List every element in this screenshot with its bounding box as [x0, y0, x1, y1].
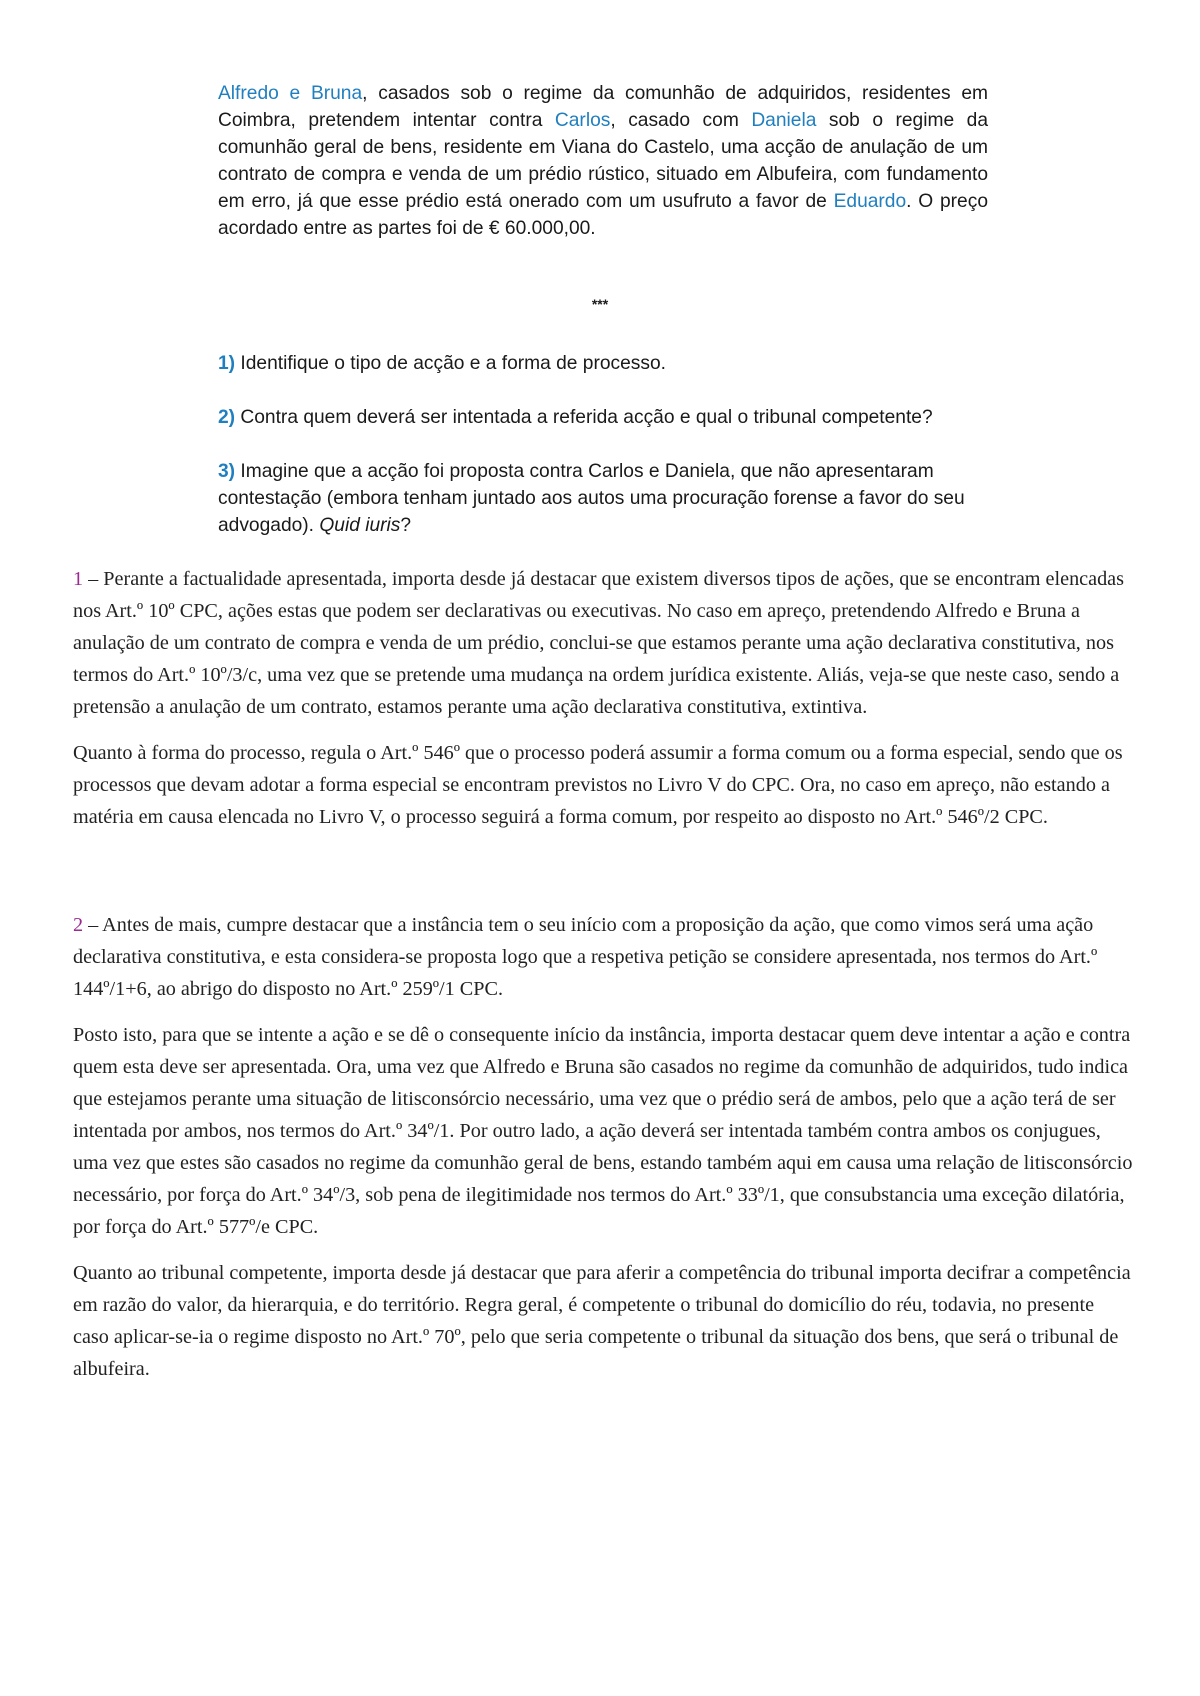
name-eduardo: Eduardo — [833, 191, 907, 212]
question-number: 2) — [218, 407, 236, 428]
question-text: Identifique o tipo de acção e a forma de processo. — [235, 353, 666, 374]
question-text: Contra quem deverá ser intentada a referida acção e qual o tribunal competente? — [235, 407, 933, 428]
name-alfredo-bruna: Alfredo e Bruna — [218, 83, 363, 104]
case-text-1: , casados sob o regime da comunhão de adquiridos, residentes em Coimbra, pretendem intentar contra — [218, 83, 988, 131]
answer-2-paragraph-1 — [73, 909, 1133, 1005]
case-text-4: . O preço acordado entre as partes foi de € 60.000,00. — [218, 191, 988, 239]
questions-list — [218, 350, 988, 566]
answers-body — [73, 563, 1133, 1399]
name-daniela: Daniela — [751, 110, 817, 131]
answer-text: – Antes de mais, cumpre destacar que a instância tem o seu início com a proposição da ação, que como vimos será uma ação declarativa constitutiva, e esta considera-se proposta logo que a respetiva petição se considere apresentada, nos termos do Art.º 144º/1+6, ao abrigo do disposto no Art.º 259º/1 CPC. — [73, 914, 1098, 1000]
answer-number: 1 — [73, 568, 84, 590]
blank-line — [73, 847, 1133, 909]
answer-text: – Perante a factualidade apresentada, importa desde já destacar que existem diversos tipos de ações, que se encontram elencadas nos Art.º 10º CPC, ações estas que podem ser declarativas ou executivas. No caso em apreço, pretendendo Alfredo e Bruna a anulação de um contrato de compra e venda de um prédio, conclui-se que estamos perante uma ação declarativa constitutiva, nos termos do Art.º 10º/3/c, uma vez que se pretende uma mudança na ordem jurídica existente. Aliás, veja-se que neste caso, sendo a pretensão a anulação de um contrato, estamos perante uma ação declarativa constitutiva, extintiva. — [73, 568, 1124, 718]
answer-1-paragraph-2: Quanto à forma do processo, regula o Art.º 546º que o processo poderá assumir a forma comum ou a forma especial, sendo que os processos que devam adotar a forma especial se encontram previstos no Livro V do CPC. Ora, no caso em apreço, não estando a matéria em causa elencada no Livro V, o processo seguirá a forma comum, por respeito ao disposto no Art.º 546º/2 CPC. — [73, 742, 1123, 828]
question-number: 1) — [218, 353, 236, 374]
case-statement — [218, 80, 988, 242]
case-paragraph — [218, 80, 988, 242]
question-2 — [218, 404, 988, 431]
answer-2-paragraph-2: Posto isto, para que se intente a ação e se dê o consequente início da instância, importa destacar quem deve intentar a ação e contra quem esta deve ser apresentada. Ora, uma vez que Alfredo e Bruna são casados no regime da comunhão de adquiridos, tudo indica que estejamos perante uma situação de litisconsórcio necessário, uma vez que o prédio será de ambos, pelo que a ação terá de ser intentada por ambos, nos termos do Art.º 34º/1. Por outro lado, a ação deverá ser intentada também contra ambos os conjugues, uma vez que estes são casados no regime da comunhão geral de bens, estando também aqui em causa uma relação de litisconsórcio necessário, por força do Art.º 34º/3, sob pena de ilegitimidade nos termos do Art.º 33º/1, que consubstancia uma exceção dilatória, por força do Art.º 577º/e CPC. — [73, 1024, 1133, 1238]
answer-2-paragraph-3: Quanto ao tribunal competente, importa desde já destacar que para aferir a competência do tribunal importa decifrar a competência em razão do valor, da hierarquia, e do território. Regra geral, é competente o tribunal do domicílio do réu, todavia, no presente caso aplicar-se-ia o regime disposto no Art.º 70º, pelo que seria competente o tribunal da situação dos bens, que será o tribunal de albufeira. — [73, 1262, 1131, 1380]
answer-1-paragraph-1 — [73, 563, 1133, 723]
question-3 — [218, 458, 988, 539]
case-text-3: sob o regime da comunhão geral de bens, residente em Viana do Castelo, uma acção de anulação de um contrato de compra e venda de um prédio rústico, situado em Albufeira, com fundamento em erro, já que esse prédio está onerado com um usufruto a favor de — [218, 110, 988, 212]
section-separator: *** — [591, 296, 609, 312]
answer-number: 2 — [73, 914, 84, 936]
case-text-2: , casado com — [610, 110, 752, 131]
question-italic: Quid iuris — [319, 515, 401, 536]
question-1 — [218, 350, 988, 377]
name-carlos: Carlos — [554, 110, 611, 131]
question-text: Imagine que a acção foi proposta contra Carlos e Daniela, que não apresentaram contestação (embora tenham juntado aos autos uma procuração forense a favor do seu advogado). — [218, 461, 965, 536]
question-number: 3) — [218, 461, 236, 482]
question-end: ? — [400, 515, 412, 536]
